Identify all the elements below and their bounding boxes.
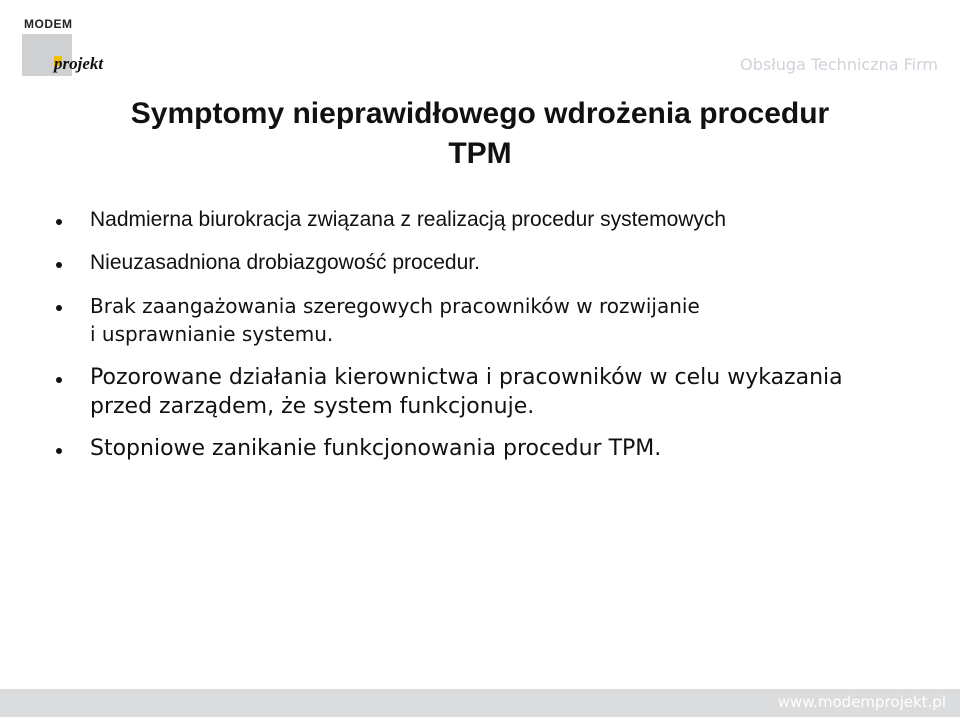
slide-title-line-2: TPM	[448, 137, 512, 170]
bullet-text-line-1: Pozorowane działania kierownictwa i pracowników w celu wykazania	[90, 365, 843, 390]
bullet-dot-icon	[56, 219, 62, 225]
bullet-text: Nadmierna biurokracja związana z realizacją procedur systemowych	[90, 208, 727, 231]
company-tagline: Obsługa Techniczna Firm	[740, 55, 938, 74]
bullet-dot-icon	[56, 305, 62, 311]
list-item	[50, 206, 930, 234]
bullet-text-line-2: i usprawnianie systemu.	[90, 322, 334, 346]
logo-word: projekt	[54, 54, 104, 73]
list-item	[50, 363, 930, 421]
bullet-text-line-2: przed zarządem, że system funkcjonuje.	[90, 394, 535, 419]
bullet-text: Nieuzasadniona drobiazgowość procedur.	[90, 251, 480, 274]
list-item	[50, 249, 930, 277]
bullet-dot-icon	[56, 377, 62, 383]
bullet-list	[50, 206, 930, 476]
bullet-dot-icon	[56, 448, 62, 454]
bullet-text-line-1: Brak zaangażowania szeregowych pracowników w rozwijanie	[90, 294, 700, 318]
slide-title	[40, 94, 920, 174]
slide-title-line-1: Symptomy nieprawidłowego wdrożenia procedur	[130, 97, 830, 130]
logo-top-text: MODEM	[24, 17, 73, 31]
bullet-text: Stopniowe zanikanie funkcjonowania procedur TPM.	[90, 436, 662, 461]
list-item	[50, 292, 930, 348]
footer-website-link[interactable]: www.modemprojekt.pl	[777, 693, 946, 711]
company-logo	[22, 16, 112, 78]
list-item	[50, 434, 930, 463]
bullet-dot-icon	[56, 262, 62, 268]
footer-bar	[0, 689, 960, 717]
